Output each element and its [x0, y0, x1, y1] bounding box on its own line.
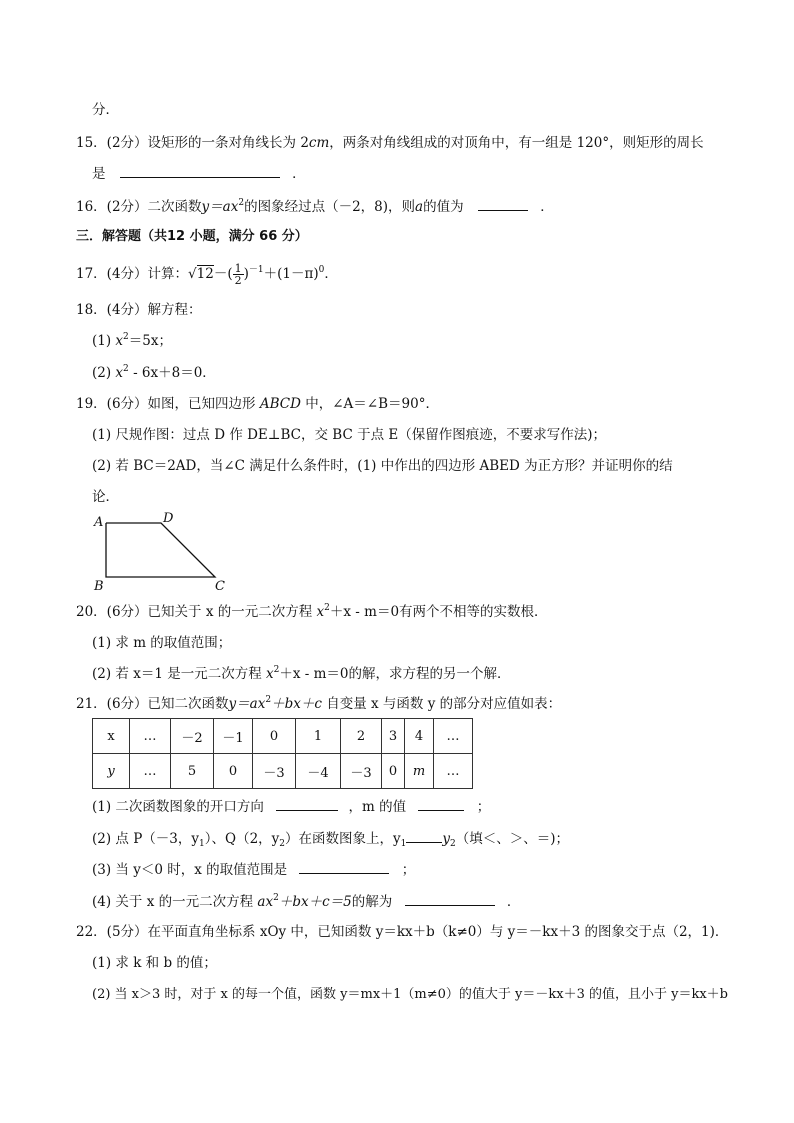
table-cell: 2: [341, 719, 382, 754]
table-cell: m: [405, 754, 434, 789]
answer-blank-16[interactable]: [478, 196, 528, 211]
question-15-answer-line: 是 ．: [92, 163, 306, 184]
table-cell: …: [434, 754, 473, 789]
table-cell: 3: [382, 719, 405, 754]
label-a: A: [94, 515, 104, 530]
table-cell: －2: [171, 719, 214, 754]
question-20-part-2: (2) 若 x＝1 是一元二次方程 $x^2+x - m=0$的解，求方程的另一个解．: [92, 665, 511, 682]
question-19: 19．(6分）如图，已知四边形 ABCD 中，∠A＝∠B＝90°．: [76, 396, 439, 412]
question-19-part-2-cont: 论．: [92, 489, 119, 505]
question-15: 15．(2分）设矩形的一条对角线长为 2cm，两条对角线组成的对顶角中，有一组是 120°，则矩形的周长: [76, 135, 704, 151]
question-17: 17．(4分）计算：√12－( $\frac{1}{2}$ )$^{-1}+(1-\pi)^0$．: [76, 262, 338, 287]
table-cell: 0: [214, 754, 253, 789]
table-cell: 0: [253, 719, 296, 754]
label-c: C: [215, 579, 225, 594]
question-22-part-2: (2) 当 x＞3 时，对于 x 的每一个值，函数 y＝mx＋1（m≠0）的值大于 y＝－kx＋3 的值，且小于 y＝kx＋b: [92, 987, 729, 1002]
answer-blank-21-4[interactable]: [405, 891, 495, 906]
table-cell: x: [93, 719, 130, 754]
continuation-text: 分．: [92, 102, 119, 118]
question-18-part-2: (2) $x^2 - 6x+8=0$．: [92, 364, 216, 381]
section-heading: 三．解答题（共12 小题，满分 66 分）: [76, 229, 308, 244]
table-cell: －4: [296, 754, 341, 789]
label-d: D: [163, 511, 174, 526]
question-19-part-2: (2) 若 BC＝2AD，当∠C 满足什么条件时，(1) 中作出的四边形 ABED 为正方形？并证明你的结: [92, 458, 673, 474]
answer-blank-21-1a[interactable]: [276, 796, 338, 811]
answer-blank-21-2[interactable]: [406, 828, 442, 843]
answer-blank-21-3[interactable]: [299, 859, 389, 874]
question-21-part-2: (2) 点 P（－3，$y_1$）、Q（2，$y_2$）在函数图象上，$y_1$ $y_2$（填＜、＞、＝)；: [92, 828, 569, 849]
table-cell: －3: [253, 754, 296, 789]
question-18: 18．(4分）解方程：: [76, 302, 202, 318]
question-18-part-1: (1) $x^2=5x$；: [92, 332, 172, 349]
question-16: 16．(2分）二次函数$y=ax^2$的图象经过点（－2，8)，则a的值为 ．: [76, 198, 554, 215]
question-22-part-1: (1) 求 k 和 b 的值；: [92, 955, 217, 971]
question-20: 20．(6分）已知关于 x 的一元二次方程 $x^2+x - m=0$有两个不相等的实数根．: [76, 603, 548, 620]
answer-blank-15[interactable]: [120, 163, 280, 178]
table-cell: 4: [405, 719, 434, 754]
table-cell: …: [130, 719, 171, 754]
table-cell: 5: [171, 754, 214, 789]
table-row: [93, 754, 473, 789]
answer-blank-21-1b[interactable]: [418, 796, 464, 811]
question-22: 22．(5分）在平面直角坐标系 xOy 中，已知函数 y＝kx＋b（k≠0）与 y＝－kx＋3 的图象交于点（2，1)．: [76, 924, 729, 940]
table-cell: －1: [214, 719, 253, 754]
table-cell: …: [434, 719, 473, 754]
question-19-part-1: (1) 尺规作图：过点 D 作 DE⊥BC，交 BC 于点 E（保留作图痕迹，不要求写作法)；: [92, 427, 606, 443]
trapezoid-figure: [88, 510, 238, 594]
label-b: B: [94, 579, 104, 594]
table-cell: y: [93, 754, 130, 789]
value-table: [92, 718, 473, 789]
question-21-part-1: (1) 二次函数图象的开口方向 ，m 的值 ；: [92, 796, 490, 817]
question-21-part-4: (4) 关于 x 的一元二次方程 $ax^2+bx+c=5$的解为 ．: [92, 893, 521, 910]
question-20-part-1: (1) 求 m 的取值范围；: [92, 635, 232, 651]
question-21-part-3: (3) 当 y＜0 时，x 的取值范围是 ；: [92, 859, 415, 880]
table-cell: 1: [296, 719, 341, 754]
table-cell: …: [130, 754, 171, 789]
table-cell: 0: [382, 754, 405, 789]
trapezoid-shape: [106, 523, 215, 577]
table-row: [93, 719, 473, 754]
question-21: 21．(6分）已知二次函数$y=ax^2+bx+c$ 自变量 x 与函数 y 的部分对应值如表：: [76, 695, 562, 712]
table-cell: －3: [341, 754, 382, 789]
